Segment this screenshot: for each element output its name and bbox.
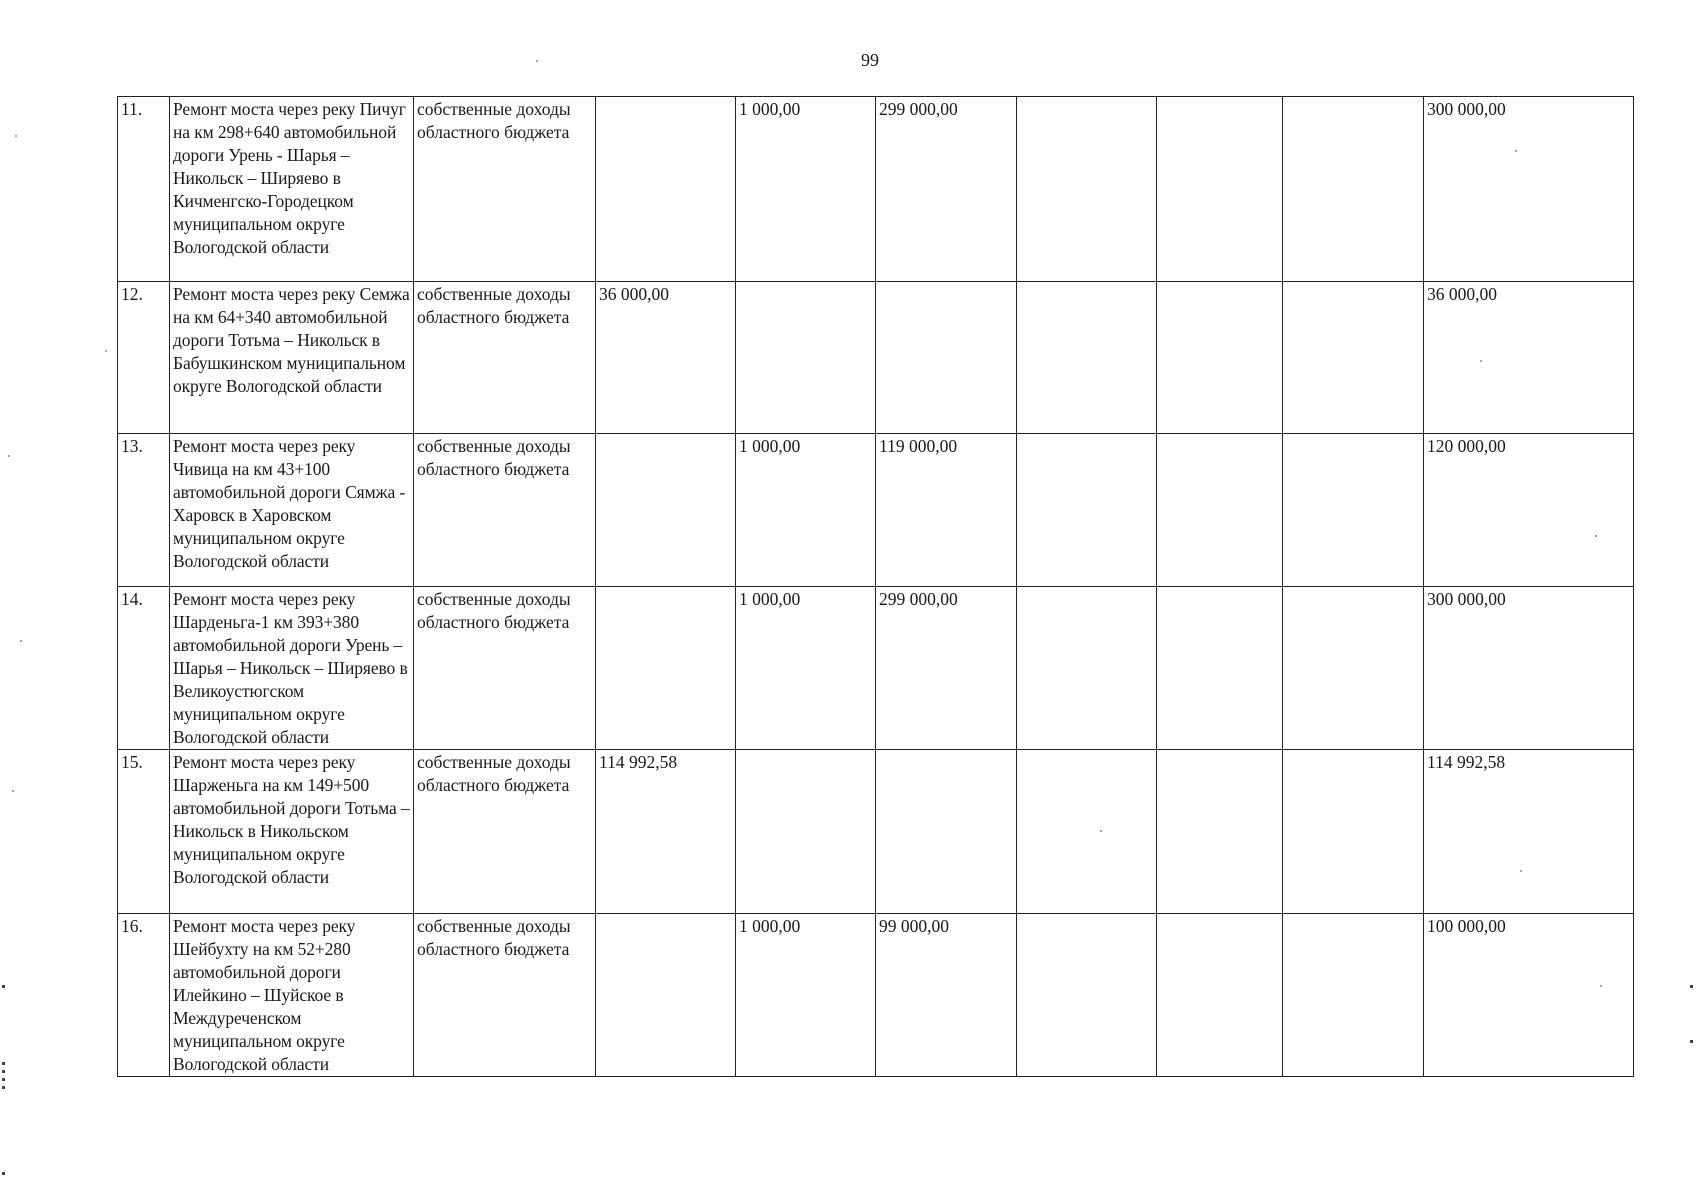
- scan-speck: [12, 790, 14, 792]
- amount-cell: [1157, 434, 1283, 587]
- amount-cell: [1017, 434, 1157, 587]
- scan-speck: [1480, 360, 1482, 362]
- total-cell: 300 000,00: [1424, 97, 1634, 282]
- amount-cell: [596, 914, 736, 1077]
- amount-cell: 1 000,00: [736, 587, 876, 750]
- amount-cell: [1283, 750, 1424, 914]
- project-name-cell: Ремонт моста через реку Шарженьга на км 149+500 автомобильной дороги Тотьма – Никольск в Никольском муниципальном округе Вологодской области: [170, 750, 414, 914]
- amount-cell: [596, 587, 736, 750]
- table-row: [118, 97, 1634, 282]
- scan-speck: [1520, 870, 1522, 872]
- scan-edge-mark: [1690, 1040, 1693, 1043]
- funding-source-cell: собственные доходы областного бюджета: [414, 587, 596, 750]
- amount-cell: [736, 750, 876, 914]
- amount-cell: 1 000,00: [736, 97, 876, 282]
- amount-cell: [1157, 750, 1283, 914]
- row-number-cell: 13.: [118, 434, 170, 587]
- total-cell: 120 000,00: [1424, 434, 1634, 587]
- total-cell: 36 000,00: [1424, 282, 1634, 434]
- funding-source-cell: собственные доходы областного бюджета: [414, 282, 596, 434]
- scan-edge-mark: [2, 1086, 5, 1089]
- scan-edge-mark: [1690, 985, 1693, 988]
- amount-cell: [1283, 434, 1424, 587]
- amount-cell: [1283, 914, 1424, 1077]
- page-number: 99: [861, 50, 879, 70]
- amount-cell: [1157, 97, 1283, 282]
- scan-speck: [536, 60, 538, 62]
- amount-cell: [1017, 282, 1157, 434]
- total-cell: 300 000,00: [1424, 587, 1634, 750]
- amount-cell: 299 000,00: [876, 97, 1017, 282]
- row-number-cell: 12.: [118, 282, 170, 434]
- scan-speck: [1600, 985, 1602, 987]
- scan-speck: [15, 135, 17, 137]
- amount-cell: [1283, 587, 1424, 750]
- amount-cell: [736, 282, 876, 434]
- scan-speck: [1595, 535, 1597, 537]
- scan-speck: [20, 640, 22, 642]
- amount-cell: [1017, 587, 1157, 750]
- scan-speck: [8, 455, 10, 457]
- table-row: [118, 750, 1634, 914]
- project-name-cell: Ремонт моста через реку Семжа на км 64+340 автомобильной дороги Тотьма – Никольск в Бабушкинском муниципальном округе Вологодской области: [170, 282, 414, 434]
- scan-edge-mark: [2, 1078, 5, 1081]
- amount-cell: [1283, 97, 1424, 282]
- funding-source-cell: собственные доходы областного бюджета: [414, 434, 596, 587]
- amount-cell: [1017, 97, 1157, 282]
- project-name-cell: Ремонт моста через реку Чивица на км 43+100 автомобильной дороги Сямжа - Харовск в Харовском муниципальном округе Вологодской области: [170, 434, 414, 587]
- table-row: [118, 914, 1634, 1077]
- amount-cell: [1157, 282, 1283, 434]
- row-number-cell: 16.: [118, 914, 170, 1077]
- row-number-cell: 14.: [118, 587, 170, 750]
- funding-source-cell: собственные доходы областного бюджета: [414, 750, 596, 914]
- amount-cell: [1017, 750, 1157, 914]
- table-row: [118, 434, 1634, 587]
- amount-cell: [596, 434, 736, 587]
- amount-cell: [1157, 914, 1283, 1077]
- funding-source-cell: собственные доходы областного бюджета: [414, 97, 596, 282]
- amount-cell: 99 000,00: [876, 914, 1017, 1077]
- budget-table: [117, 96, 1634, 1077]
- scan-speck: [1100, 830, 1102, 832]
- project-name-cell: Ремонт моста через реку Пичуг на км 298+640 автомобильной дороги Урень - Шарья – Никольск – Ширяево в Кичменгско-Городецком муниципальном округе Вологодской области: [170, 97, 414, 282]
- scan-edge-mark: [2, 985, 5, 988]
- amount-cell: 119 000,00: [876, 434, 1017, 587]
- scan-speck: [1515, 150, 1517, 152]
- total-cell: 114 992,58: [1424, 750, 1634, 914]
- funding-source-cell: собственные доходы областного бюджета: [414, 914, 596, 1077]
- amount-cell: 114 992,58: [596, 750, 736, 914]
- table-row: [118, 587, 1634, 750]
- amount-cell: [1283, 282, 1424, 434]
- scan-speck: [105, 350, 107, 352]
- amount-cell: [876, 750, 1017, 914]
- row-number-cell: 11.: [118, 97, 170, 282]
- total-cell: 100 000,00: [1424, 914, 1634, 1077]
- scan-edge-mark: [2, 1062, 5, 1065]
- amount-cell: [1017, 914, 1157, 1077]
- row-number-cell: 15.: [118, 750, 170, 914]
- amount-cell: 1 000,00: [736, 434, 876, 587]
- amount-cell: [596, 97, 736, 282]
- project-name-cell: Ремонт моста через реку Шейбухту на км 52+280 автомобильной дороги Илейкино – Шуйское в Междуреченском муниципальном округе Вологодской области: [170, 914, 414, 1077]
- amount-cell: [1157, 587, 1283, 750]
- project-name-cell: Ремонт моста через реку Шарденьга-1 км 393+380 автомобильной дороги Урень – Шарья – Никольск – Ширяево в Великоустюгском муниципальном округе Вологодской области: [170, 587, 414, 750]
- amount-cell: 299 000,00: [876, 587, 1017, 750]
- scan-edge-mark: [2, 1070, 5, 1073]
- amount-cell: [876, 282, 1017, 434]
- table-row: [118, 282, 1634, 434]
- amount-cell: 1 000,00: [736, 914, 876, 1077]
- amount-cell: 36 000,00: [596, 282, 736, 434]
- scan-edge-mark: [2, 1172, 5, 1175]
